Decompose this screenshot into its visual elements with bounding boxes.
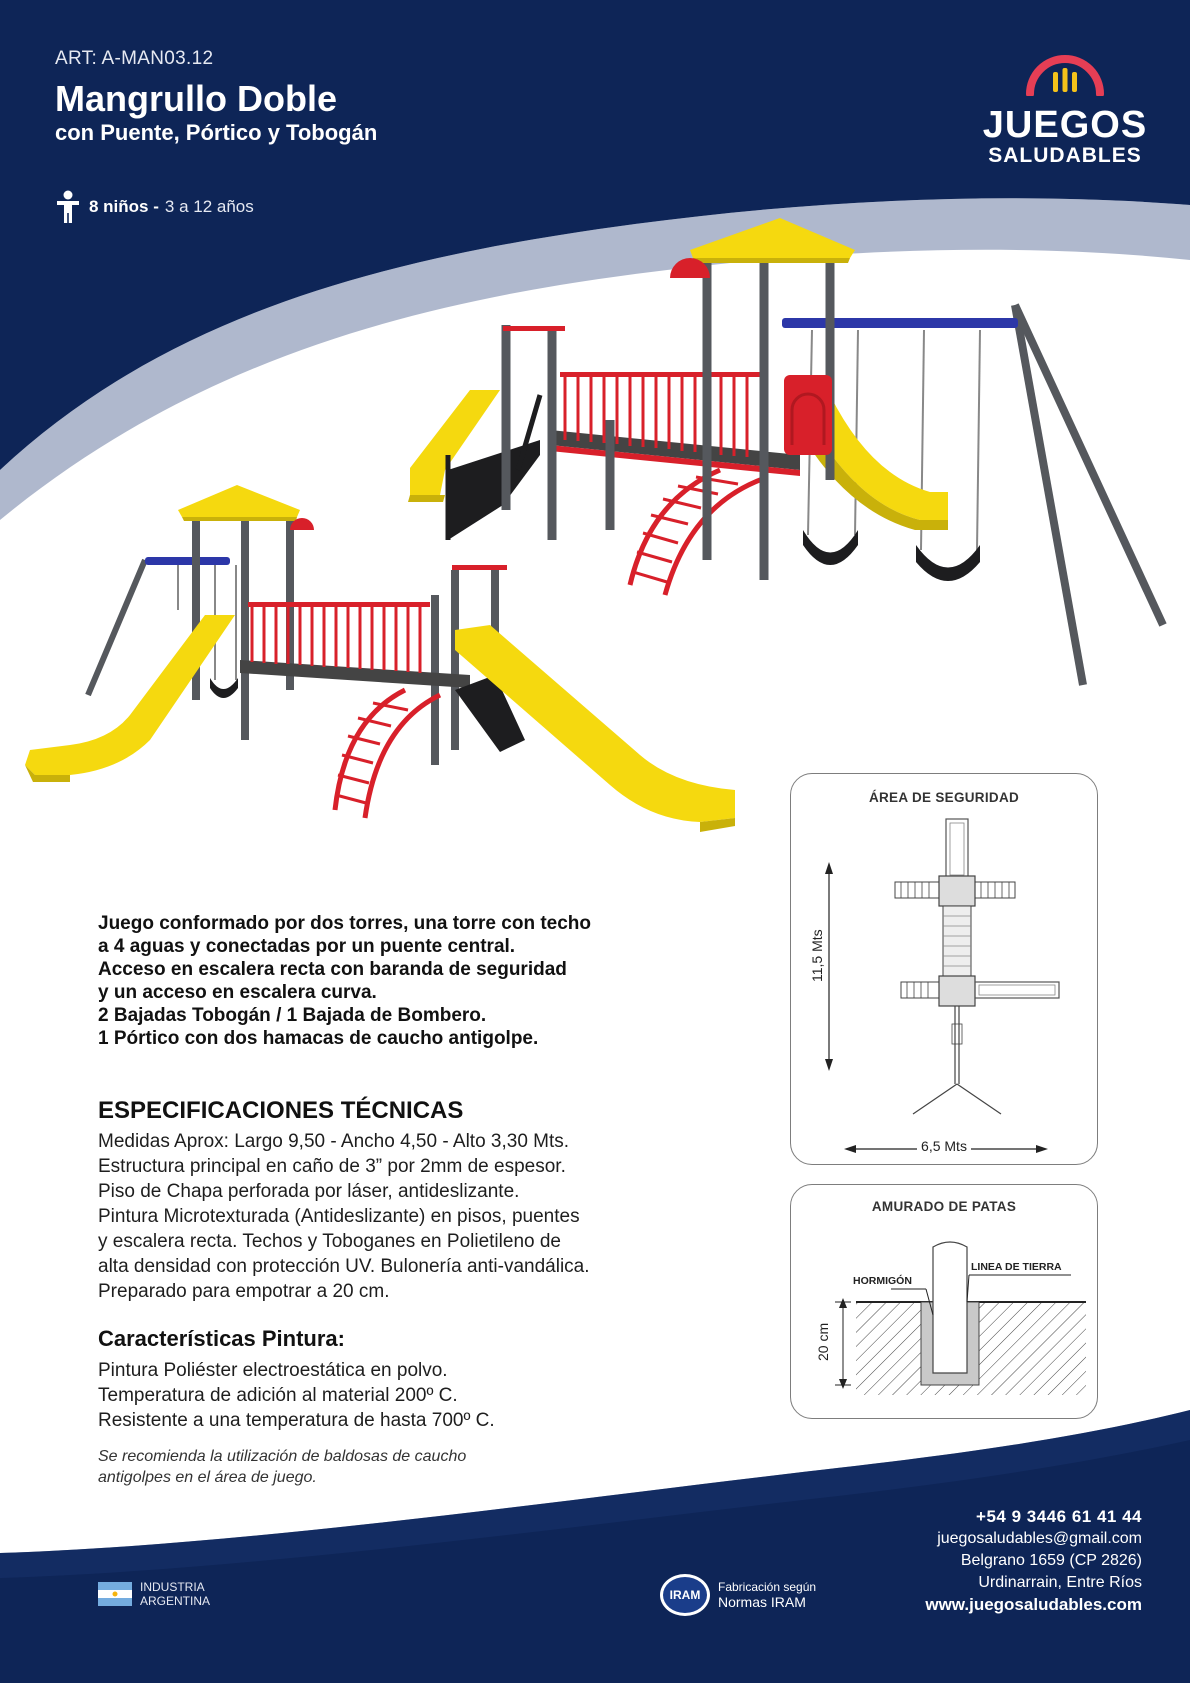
product-title: Mangrullo Doble [55,78,337,119]
ground-line-label: LINEA DE TIERRA [971,1261,1062,1273]
paint-line: Temperatura de adición al material 200º C. [98,1385,458,1406]
note-line: antigolpes en el área de juego. [98,1469,317,1486]
concrete-label: HORMIGÓN [853,1275,912,1287]
description-line: a 4 aguas y conectadas por un puente central. [98,936,516,957]
spec-line: Pintura Microtexturada (Antideslizante) en pisos, puentes [98,1206,580,1227]
product-subtitle: con Puente, Pórtico y Tobogán [55,120,378,145]
iram-badge [660,1574,816,1616]
contact-block [925,1506,1142,1616]
specs-list [98,1129,590,1304]
recommendation-note [98,1446,466,1488]
address-line-2: Urdinarrain, Entre Ríos [978,1574,1142,1591]
iram-line-1: Fabricación según [718,1580,817,1594]
paint-line: Pintura Poliéster electroestática en polvo. [98,1360,448,1381]
back-structure [408,218,1163,685]
age-range: 3 a 12 años [164,197,254,216]
playground-illustration [0,200,1190,860]
description-line: Acceso en escalera recta con baranda de seguridad [98,959,567,980]
address-line-1: Belgrano 1659 (CP 2826) [960,1552,1142,1569]
logo-word-1: JUEGOS [982,104,1148,146]
description-line: 2 Bajadas Tobogán / 1 Bajada de Bombero. [98,1005,487,1026]
depth-label: 20 cm [815,1322,831,1361]
rainbow-arc-icon [1020,50,1110,96]
industry-badge [98,1580,210,1608]
kids-count: 8 niños - [89,197,159,216]
industry-line-2: ARGENTINA [140,1594,211,1608]
article-code: ART: A-MAN03.12 [55,48,214,69]
email-address[interactable]: juegosaludables@gmail.com [937,1530,1142,1547]
spec-line: alta densidad con protección UV. Bulonería anti-vandálica. [98,1256,590,1277]
spec-line: Preparado para empotrar a 20 cm. [98,1281,390,1302]
iram-logo-icon: IRAM [660,1574,710,1616]
product-description [98,912,698,1050]
industry-line-1: INDUSTRIA [140,1580,205,1594]
description-line: Juego conformado por dos torres, una torre con techo [98,913,591,934]
paint-list [98,1358,495,1433]
website-link[interactable]: www.juegosaludables.com [925,1595,1142,1614]
safety-area-title: ÁREA DE SEGURIDAD [868,790,1020,805]
safety-area-diagram [791,774,1097,1164]
specs-heading: ESPECIFICACIONES TÉCNICAS [98,1097,464,1124]
width-dimension-label: 6,5 Mts [791,1138,1097,1154]
iram-line-2: Normas IRAM [718,1594,806,1610]
anchoring-panel [790,1184,1098,1419]
spec-line: Medidas Aprox: Largo 9,50 - Ancho 4,50 - Alto 3,30 Mts. [98,1131,570,1152]
spec-line: Estructura principal en caño de 3” por 2mm de espesor. [98,1156,566,1177]
description-line: 1 Pórtico con dos hamacas de caucho antigolpe. [98,1028,539,1049]
spec-line: y escalera recta. Techos y Toboganes en Polietileno de [98,1231,561,1252]
brand-logo [980,50,1150,167]
paint-heading: Características Pintura: [98,1326,345,1351]
safety-area-panel: ÁREA DE SEGURIDAD 11,5 Mts 6,5 Mts [790,773,1098,1165]
argentina-flag-icon [98,1582,132,1606]
paint-line: Resistente a una temperatura de hasta 700º C. [98,1410,495,1431]
front-structure [25,485,735,832]
anchoring-diagram [791,1185,1097,1418]
anchoring-title: AMURADO DE PATAS [871,1199,1017,1214]
note-line: Se recomienda la utilización de baldosas de caucho [98,1448,467,1465]
logo-word-2: SALUDABLES [988,144,1142,167]
phone-number[interactable]: +54 9 3446 61 41 44 [976,1507,1142,1526]
spec-line: Piso de Chapa perforada por láser, antideslizante. [98,1181,520,1202]
description-line: y un acceso en escalera curva. [98,982,377,1003]
